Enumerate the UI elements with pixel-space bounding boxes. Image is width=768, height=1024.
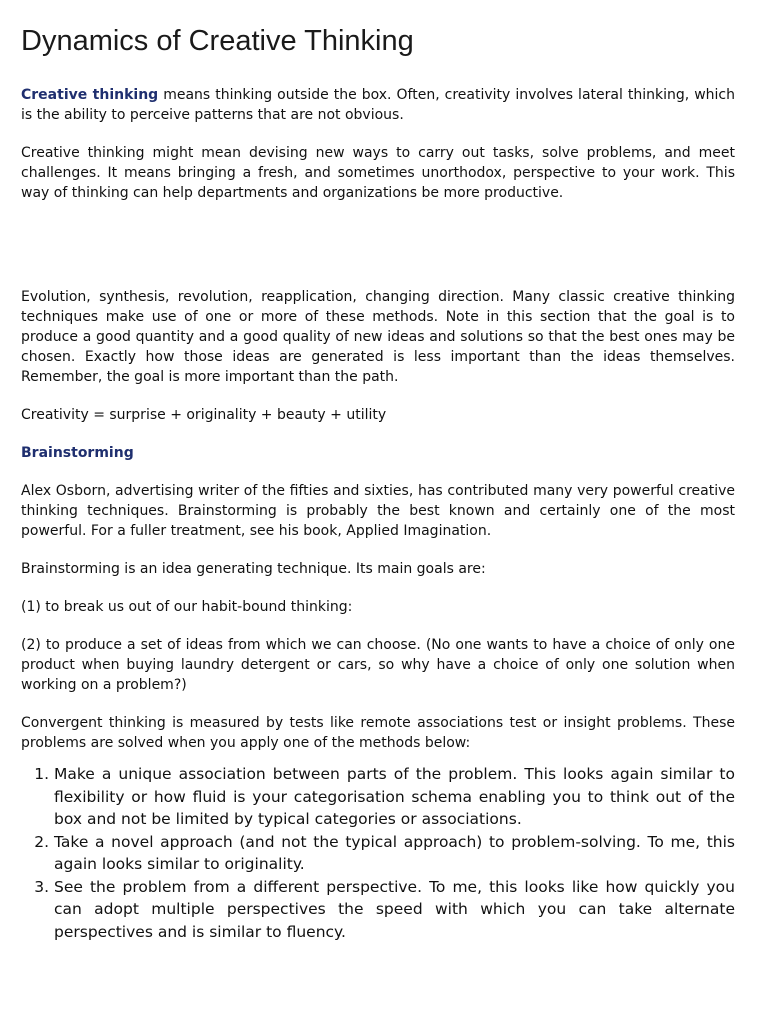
page-title: Dynamics of Creative Thinking (21, 25, 414, 57)
osborn-paragraph: Alex Osborn, advertising writer of the fifties and sixties, has contributed many very powerful creative thinking techniques. Brainstorming is probably the best known and certainly one of the most powerful. For a fuller treatment, see his book, Applied Imagination. (21, 483, 735, 539)
evolution-paragraph: Evolution, synthesis, revolution, reapplication, changing direction. Many classic creative thinking techniques make use of one or more of these methods. Note in this section that the goal is to produce a good quantity and a good quality of new ideas and solutions so that the best ones may be chosen. Exactly how those ideas are generated is less important than the ideas themselves. Remember, the goal is more important than the path. (21, 289, 735, 385)
goals-intro: Brainstorming is an idea generating technique. Its main goals are: (21, 561, 486, 577)
goal-1: (1) to break us out of our habit-bound thinking: (21, 599, 353, 615)
intro-paragraph (21, 85, 735, 125)
list-item: 3. See the problem from a different perspective. To me, this looks like how quickly you can adopt multiple perspectives the speed with which you can take alternate perspectives and is similar to fluency. (54, 876, 735, 944)
goal-2: (2) to produce a set of ideas from which we can choose. (No one wants to have a choice of only one product when buying laundry detergent or cars, so why have a choice of only one solution when working on a problem?) (21, 637, 735, 693)
creativity-formula: Creativity = surprise + originality + beauty + utility (21, 407, 387, 423)
list-item: 1. Make a unique association between parts of the problem. This looks again similar to flexibility or how fluid is your categorisation schema enabling you to think out of the box and not be limited by typical categories or associations. (54, 763, 735, 831)
intro-text: means thinking outside the box. Often, creativity involves lateral thinking, which is the ability to perceive patterns that are not obvious. (21, 87, 735, 123)
creative-thinking-paragraph: Creative thinking might mean devising new ways to carry out tasks, solve problems, and meet challenges. It means bringing a fresh, and sometimes unorthodox, perspective to your work. This way of thinking can help departments and organizations be more productive. (21, 145, 735, 201)
methods-list (21, 763, 735, 943)
brainstorming-heading: Brainstorming (21, 445, 134, 461)
convergent-paragraph: Convergent thinking is measured by tests like remote associations test or insight problems. These problems are solved when you apply one of the methods below: (21, 715, 735, 751)
creative-thinking-term: Creative thinking (21, 87, 159, 103)
list-item: 2. Take a novel approach (and not the typical approach) to problem-solving. To me, this again looks similar to originality. (54, 831, 735, 876)
